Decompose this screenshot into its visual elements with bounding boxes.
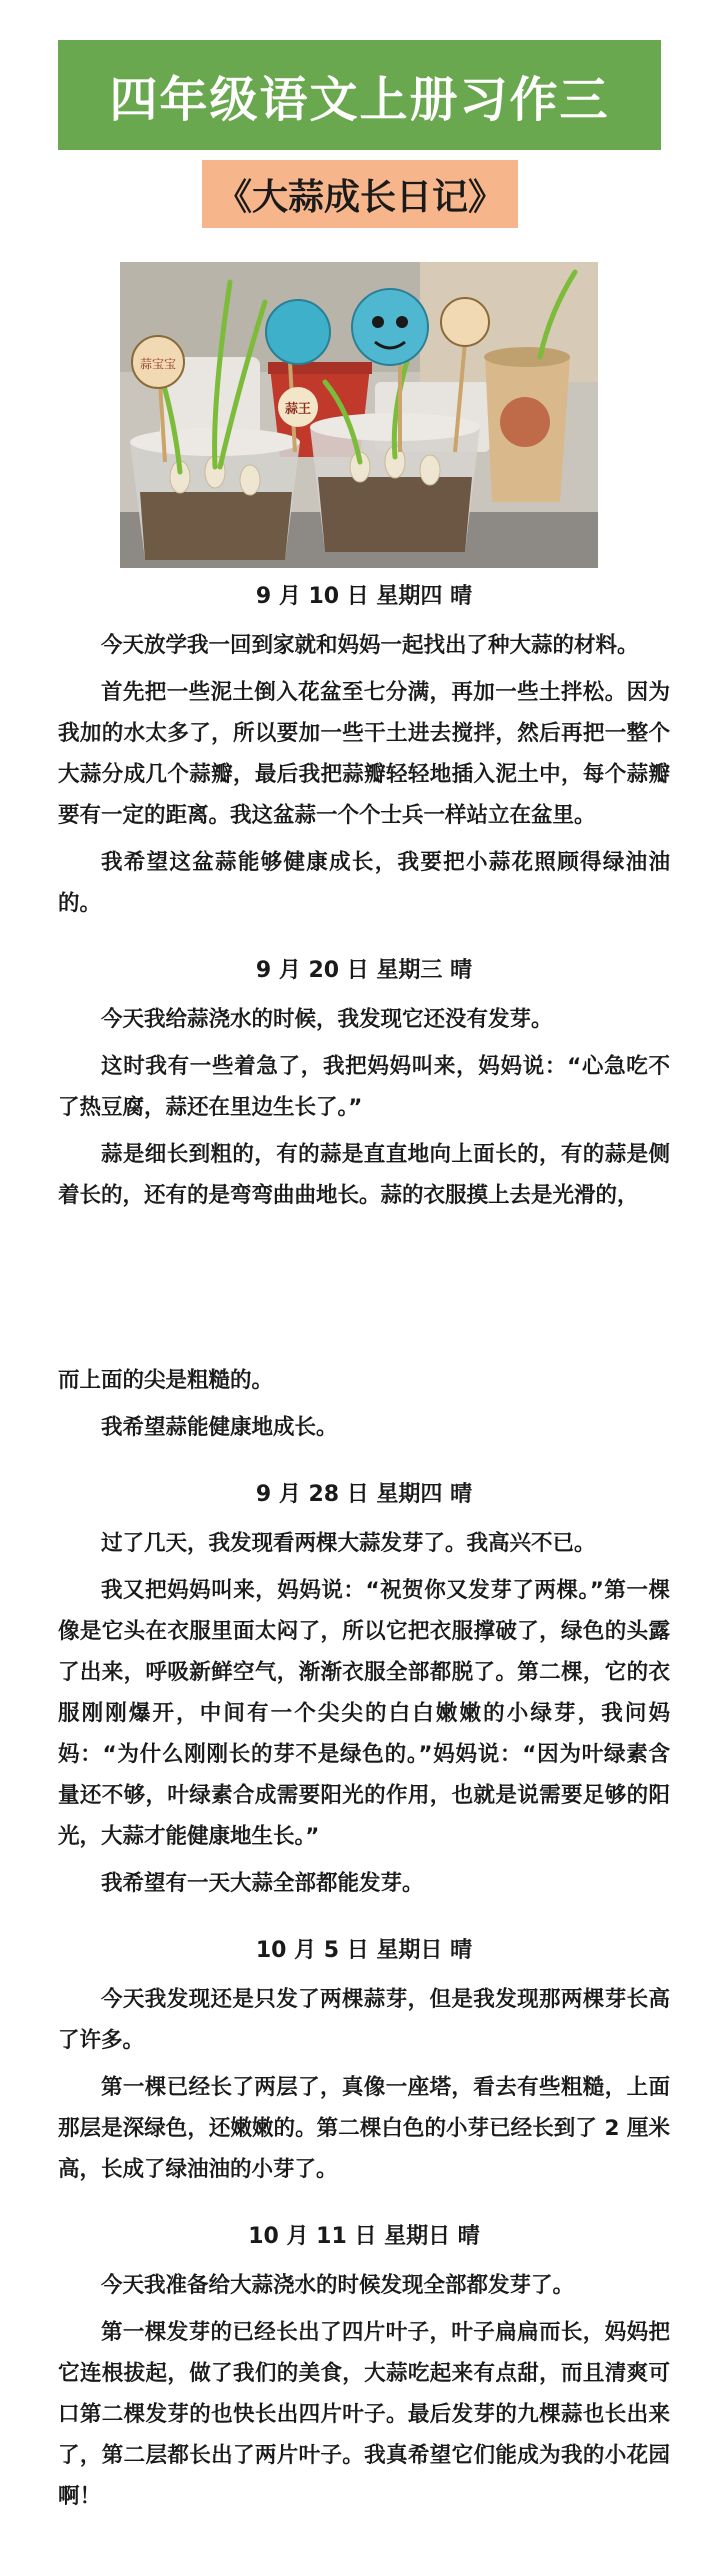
garlic-photo [120,262,598,568]
entry-paragraph: 这时我有一些着急了，我把妈妈叫来，妈妈说：“心急吃不了热豆腐，蒜还在里边生长了。” [58,1054,670,1120]
entry-date: 9 月 10 日 星期四 晴 [255,584,473,609]
entry-date: 10 月 11 日 星期日 晴 [248,2224,480,2249]
diary-entry-2 [58,950,670,1448]
diary-content [58,576,670,2543]
blank-gap [58,1222,670,1360]
entry-paragraph: 首先把一些泥土倒入花盆至七分满，再加一些土拌松。因为我加的水太多了，所以要加一些干土进去搅拌，然后再把一整个大蒜分成几个蒜瓣，最后我把蒜瓣轻轻地插入泥土中，每个蒜瓣要有一定的距离。我这盆蒜一个个士兵一样站立在盆里。 [58,680,670,828]
page-title: 四年级语文上册习作三 [109,71,610,128]
entry-paragraph: 蒜是细长到粗的，有的蒜是直直地向上面长的，有的蒜是侧着长的，还有的是弯弯曲曲地长。蒜的衣服摸上去是光滑的， [58,1142,670,1208]
entry-date: 9 月 20 日 星期三 晴 [255,958,473,983]
entry-paragraph: 今天我准备给大蒜浇水的时候发现全部都发芽了。 [101,2273,575,2298]
subtitle-text: 《大蒜成长日记》 [215,176,504,218]
subtitle-badge [202,160,518,228]
garlic-pots-illustration [120,262,598,568]
entry-paragraph: 第一棵已经长了两层了，真像一座塔，看去有些粗糙，上面那层是深绿色，还嫩嫩的。第二棵白色的小芽已经长到了 2 厘米高，长成了绿油油的小芽了。 [58,2075,670,2182]
entry-date: 10 月 5 日 星期日 晴 [255,1938,473,1963]
entry-date: 9 月 28 日 星期四 晴 [255,1482,473,1507]
sign-center-text: 蒜王 [284,402,312,417]
entry-paragraph: 我希望这盆蒜能够健康成长，我要把小蒜花照顾得绿油油的。 [58,850,670,916]
entry-paragraph: 今天我给蒜浇水的时候，我发现它还没有发芽。 [101,1007,553,1032]
entry-paragraph: 我希望蒜能健康地成长。 [101,1415,338,1440]
diary-entry-4 [58,1930,670,2190]
sign-left-text: 蒜宝宝 [139,357,177,371]
entry-paragraph: 今天放学我一回到家就和妈妈一起找出了种大蒜的材料。 [101,633,639,658]
diary-entry-5 [58,2216,670,2517]
title-banner [58,40,661,150]
entry-paragraph: 第一棵发芽的已经长出了四片叶子，叶子扁扁而长，妈妈把它连根拔起，做了我们的美食，大蒜吃起来有点甜，而且清爽可口第二棵发芽的也快长出四片叶子。最后发芽的九棵蒜也长出来了，第二层都长出了两片叶子。我真希望它们能成为我的小花园啊！ [58,2320,670,2509]
entry-paragraph: 今天我发现还是只发了两棵蒜芽，但是我发现那两棵芽长高了许多。 [58,1987,670,2053]
diary-entry-3 [58,1474,670,1904]
entry-paragraph: 我又把妈妈叫来，妈妈说：“祝贺你又发芽了两棵。”第一棵像是它头在衣服里面太闷了，所以它把衣服撑破了，绿色的头露了出来，呼吸新鲜空气，渐渐衣服全部都脱了。第二棵，它的衣服刚刚爆开，中间有一个尖尖的白白嫩嫩的小绿芽，我问妈妈：“为什么刚刚长的芽不是绿色的。”妈妈说：“因为叶绿素含量还不够，叶绿素合成需要阳光的作用，也就是说需要足够的阳光，大蒜才能健康地生长。” [58,1578,670,1849]
entry-paragraph: 过了几天，我发现看两棵大蒜发芽了。我高兴不已。 [101,1531,596,1556]
diary-entry-1 [58,576,670,924]
entry-paragraph: 我希望有一天大蒜全部都能发芽。 [101,1871,424,1896]
entry-paragraph-continuation: 而上面的尖是粗糙的。 [58,1368,274,1393]
